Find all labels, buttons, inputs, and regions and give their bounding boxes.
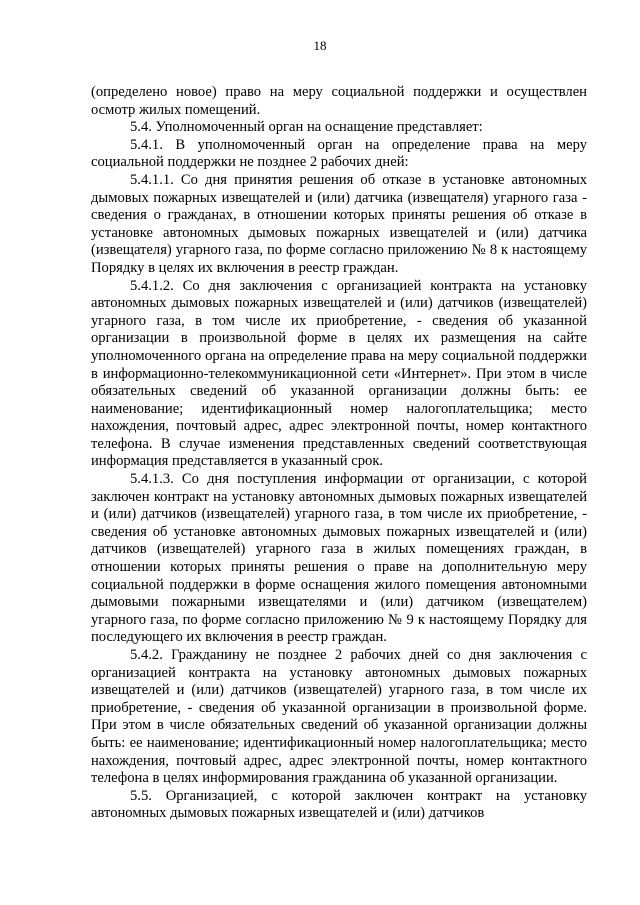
paragraph-5-4-1: 5.4.1. В уполномоченный орган на определение права на меру социальной поддержки не позднее 2 рабочих дней: — [91, 136, 587, 171]
paragraph-5-4-1-1: 5.4.1.1. Со дня принятия решения об отказе в установке автономных дымовых пожарных извещателей и (или) датчика (извещателя) угарного газа - сведения о гражданах, в отношении которых приняты решения об отказе в установке автономных дымовых пожарных извещателей и (или) датчика (извещателя) угарного газа, по форме согласно приложению № 8 к настоящему Порядку в целях их включения в реестр граждан. — [91, 171, 587, 276]
document-body — [91, 84, 587, 823]
paragraph-5-4-1-3: 5.4.1.3. Со дня поступления информации от организации, с которой заключен контракт на установку автономных дымовых пожарных извещателей и (или) датчиков (извещателей) угарного газа, в том числе их приобретение, - сведения об установке автономных дымовых пожарных извещателей и (или) датчиков (извещателей) угарного газа в жилых помещениях граждан, в отношении которых приняты решения о праве на дополнительную меру социальной поддержки в форме оснащения жилого помещения автономными дымовыми пожарными извещателями и (или) датчиком (извещателем) угарного газа, по форме согласно приложению № 9 к настоящему Порядку для последующего их включения в реестр граждан. — [91, 471, 587, 646]
paragraph-continuation: (определено новое) право на меру социальной поддержки и осуществлен осмотр жилых помещений. — [91, 84, 587, 118]
page-number: 18 — [313, 38, 327, 53]
paragraph-5-4-1-2: 5.4.1.2. Со дня заключения с организацией контракта на установку автономных дымовых пожарных извещателей и (или) датчиков (извещателей) угарного газа, в том числе их приобретение, - сведения об указанной организации в произвольной форме в целях их размещения на сайте уполномоченного органа на определение права на меру социальной поддержки в информационно-телекоммуникационной сети «Интернет». При этом в числе обязательных сведений об указанной организации должны быть: ее наименование; идентификационный номер налогоплательщика; место нахождения, почтовый адрес, адрес электронной почты, номер контактного телефона. В случае изменения представленных сведений соответствующая информация представляется в указанный срок. — [91, 277, 587, 470]
paragraph-5-4-2: 5.4.2. Гражданину не позднее 2 рабочих дней со дня заключения с организацией контракта на установку автономных дымовых пожарных извещателей и (или) датчиков (извещателей) угарного газа, в том числе их приобретение, - сведения об указанной организации в произвольной форме. При этом в числе обязательных сведений об указанной организации должны быть: ее наименование; идентификационный номер налогоплательщика; место нахождения, почтовый адрес, адрес электронной почты, номер контактного телефона в целях информирования гражданина об указанной организации. — [91, 647, 587, 787]
paragraph-5-4: 5.4. Уполномоченный орган на оснащение представляет: — [130, 119, 483, 136]
paragraph-5-5: 5.5. Организацией, с которой заключен контракт на установку автономных дымовых пожарных извещателей и (или) датчиков — [91, 787, 587, 822]
